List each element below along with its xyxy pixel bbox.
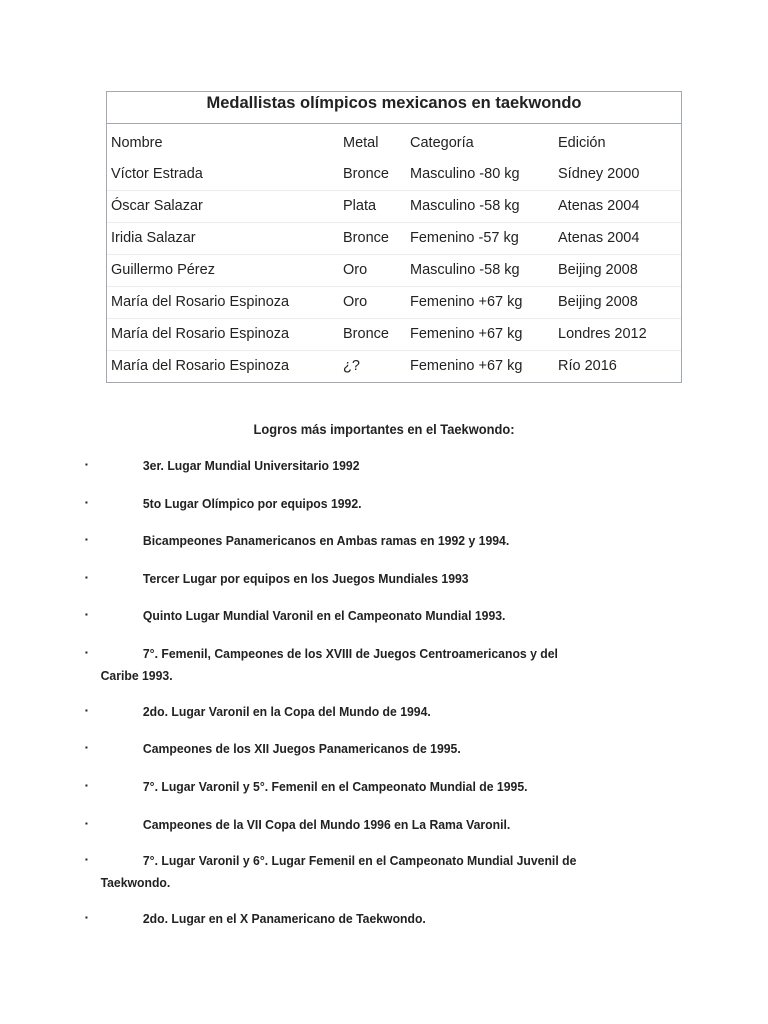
list-item xyxy=(0,493,768,530)
cell-categoria: Masculino -58 kg xyxy=(410,262,520,278)
cell-nombre: Iridia Salazar xyxy=(111,230,196,246)
cell-metal: Bronce xyxy=(343,230,389,246)
cell-nombre: Víctor Estrada xyxy=(111,165,203,182)
square-bullet-icon: ▪ xyxy=(85,498,88,507)
list-item xyxy=(0,850,768,908)
table-row xyxy=(107,158,681,190)
cell-categoria: Femenino +67 kg xyxy=(410,294,523,310)
list-item xyxy=(0,738,768,776)
cell-categoria: Femenino +67 kg xyxy=(410,358,523,375)
square-bullet-icon: ▪ xyxy=(85,855,88,864)
cell-nombre: Óscar Salazar xyxy=(111,198,203,214)
cell-edicion: Beijing 2008 xyxy=(558,294,638,310)
list-item xyxy=(0,814,768,850)
achievements-heading: Logros más importantes en el Taekwondo: xyxy=(253,421,515,437)
cell-nombre: María del Rosario Espinoza xyxy=(111,358,290,375)
achievement-text: Quinto Lugar Mundial Varonil en el Campeonato Mundial 1993. xyxy=(142,608,506,623)
achievement-text: 7°. Femenil, Campeones de los XVIII de Juegos Centroamericanos y del Caribe 1993. xyxy=(100,646,558,683)
square-bullet-icon: ▪ xyxy=(85,460,88,469)
list-item xyxy=(0,455,768,493)
cell-edicion: Atenas 2004 xyxy=(558,230,640,246)
square-bullet-icon: ▪ xyxy=(85,535,88,544)
achievement-text: 7°. Lugar Varonil y 5°. Femenil en el Campeonato Mundial de 1995. xyxy=(142,779,528,794)
table-row xyxy=(107,286,681,318)
square-bullet-icon: ▪ xyxy=(85,781,88,790)
cell-categoria: Femenino +67 kg xyxy=(410,326,523,342)
cell-nombre: Guillermo Pérez xyxy=(111,262,215,278)
achievement-text: Bicampeones Panamericanos en Ambas ramas en 1992 y 1994. xyxy=(142,533,510,548)
cell-edicion: Atenas 2004 xyxy=(558,198,640,214)
cell-metal: Oro xyxy=(343,262,368,278)
header-categoria: Categoría xyxy=(410,135,474,151)
list-item xyxy=(0,643,768,701)
square-bullet-icon: ▪ xyxy=(85,706,88,715)
cell-categoria: Masculino -58 kg xyxy=(410,198,520,214)
cell-categoria: Masculino -80 kg xyxy=(410,165,520,182)
header-nombre: Nombre xyxy=(111,135,163,151)
achievement-text: Campeones de la VII Copa del Mundo 1996 en La Rama Varonil. xyxy=(142,817,511,832)
square-bullet-icon: ▪ xyxy=(85,743,88,752)
cell-edicion: Río 2016 xyxy=(558,358,617,375)
list-item xyxy=(0,605,768,643)
table-row xyxy=(107,222,681,254)
header-metal: Metal xyxy=(343,135,379,151)
cell-metal: Bronce xyxy=(343,165,389,182)
cell-nombre: María del Rosario Espinoza xyxy=(111,326,290,342)
list-item xyxy=(0,568,768,605)
achievement-text: 2do. Lugar en el X Panamericano de Taekwondo. xyxy=(142,911,426,926)
list-item xyxy=(0,908,768,938)
medalists-table xyxy=(106,91,682,383)
cell-nombre: María del Rosario Espinoza xyxy=(111,294,290,310)
table-row xyxy=(107,350,681,382)
list-item xyxy=(0,776,768,814)
achievement-text: 7°. Lugar Varonil y 6°. Lugar Femenil en el Campeonato Mundial Juvenil de Taekwondo. xyxy=(100,853,577,890)
table-row xyxy=(107,318,681,350)
table-row xyxy=(107,254,681,286)
cell-metal: Plata xyxy=(343,198,377,214)
table-header-row xyxy=(107,124,681,158)
achievement-text: Campeones de los XII Juegos Panamericanos de 1995. xyxy=(142,741,461,756)
table-caption: Medallistas olímpicos mexicanos en taekwondo xyxy=(107,92,681,124)
cell-categoria: Femenino -57 kg xyxy=(410,230,519,246)
square-bullet-icon: ▪ xyxy=(85,573,88,582)
medalists-grid xyxy=(107,124,681,382)
achievement-text: Tercer Lugar por equipos en los Juegos Mundiales 1993 xyxy=(142,571,469,586)
cell-edicion: Sídney 2000 xyxy=(558,165,640,182)
table-row xyxy=(107,190,681,222)
cell-metal: ¿? xyxy=(343,358,360,375)
achievement-text: 2do. Lugar Varonil en la Copa del Mundo de 1994. xyxy=(142,704,431,719)
cell-edicion: Londres 2012 xyxy=(558,326,647,342)
square-bullet-icon: ▪ xyxy=(85,819,88,828)
list-item xyxy=(0,701,768,738)
cell-edicion: Beijing 2008 xyxy=(558,262,638,278)
square-bullet-icon: ▪ xyxy=(85,913,88,922)
list-item xyxy=(0,530,768,568)
cell-metal: Oro xyxy=(343,294,368,310)
achievements-list xyxy=(0,455,768,938)
header-edicion: Edición xyxy=(558,135,606,151)
square-bullet-icon: ▪ xyxy=(85,610,88,619)
square-bullet-icon: ▪ xyxy=(85,648,88,657)
achievement-text: 5to Lugar Olímpico por equipos 1992. xyxy=(142,496,362,511)
achievement-text: 3er. Lugar Mundial Universitario 1992 xyxy=(142,458,360,473)
cell-metal: Bronce xyxy=(343,326,389,342)
